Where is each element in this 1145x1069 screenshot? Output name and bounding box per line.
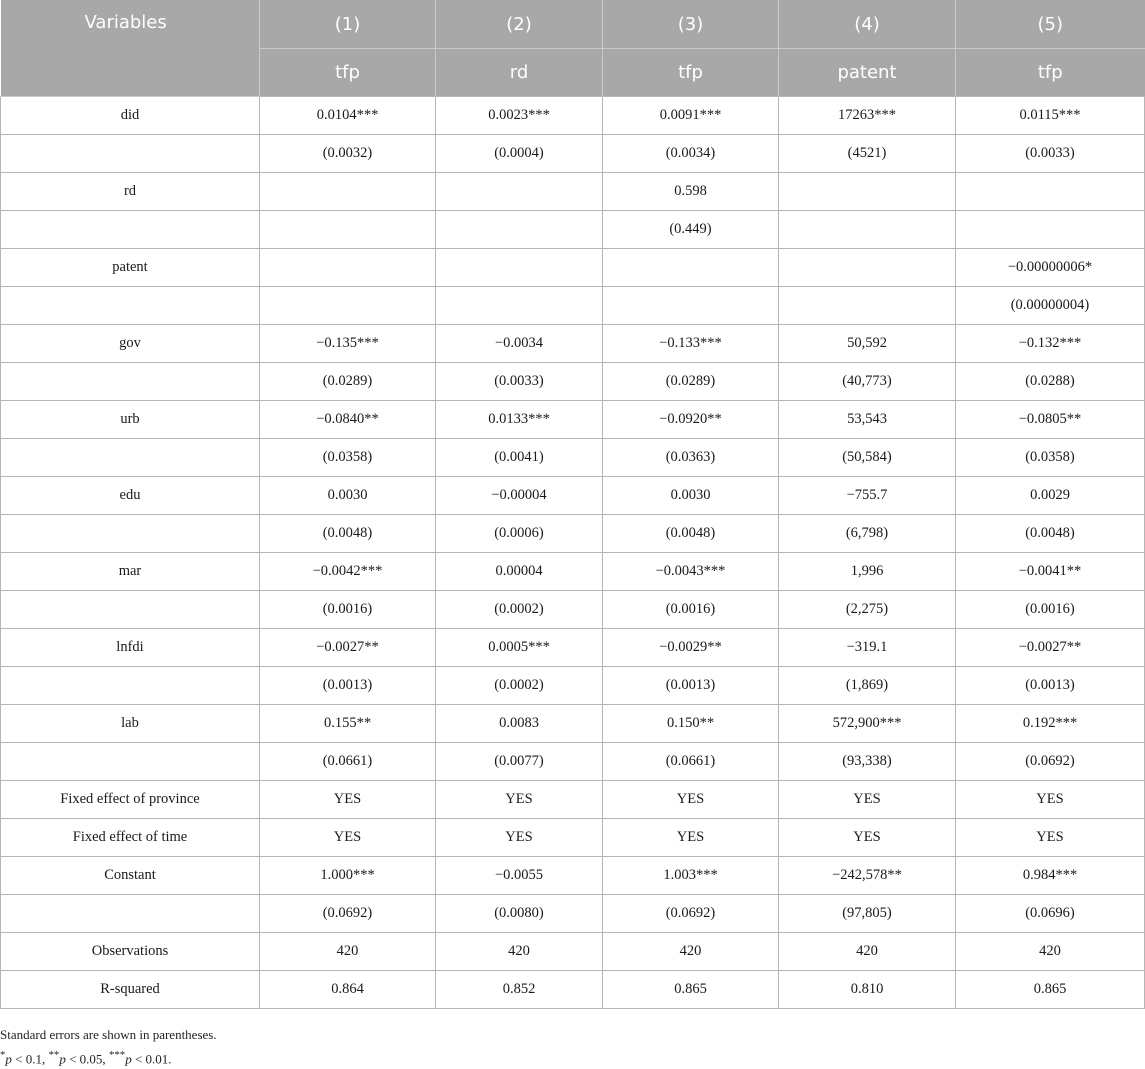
table-cell: 0.0023***	[436, 97, 603, 135]
table-cell: 50,592	[779, 325, 956, 363]
table-cell: (0.0077)	[436, 743, 603, 781]
table-cell: (0.0016)	[260, 591, 436, 629]
table-cell: 0.865	[956, 971, 1145, 1009]
table-cell: (0.0289)	[260, 363, 436, 401]
table-cell: 1.000***	[260, 857, 436, 895]
table-cell: (6,798)	[779, 515, 956, 553]
table-cell	[436, 249, 603, 287]
table-cell: (0.0013)	[956, 667, 1145, 705]
table-cell: 0.984***	[956, 857, 1145, 895]
header-col-dep: patent	[779, 49, 956, 97]
row-label: Fixed effect of province	[1, 781, 260, 819]
table-row	[1, 819, 1145, 857]
table-cell: 0.864	[260, 971, 436, 1009]
table-cell: (0.0006)	[436, 515, 603, 553]
table-cell: (0.0661)	[260, 743, 436, 781]
table-cell: −0.135***	[260, 325, 436, 363]
table-cell: YES	[956, 781, 1145, 819]
header-col-dep: tfp	[956, 49, 1145, 97]
row-label	[1, 135, 260, 173]
table-row	[1, 743, 1145, 781]
table-cell: −0.00000006*	[956, 249, 1145, 287]
table-cell	[956, 173, 1145, 211]
table-row	[1, 97, 1145, 135]
table-cell: 420	[260, 933, 436, 971]
row-label: gov	[1, 325, 260, 363]
table-cell: 0.150**	[603, 705, 779, 743]
row-label	[1, 363, 260, 401]
table-row	[1, 895, 1145, 933]
table-cell: (0.0033)	[436, 363, 603, 401]
table-cell: (0.0288)	[956, 363, 1145, 401]
table-cell: 420	[779, 933, 956, 971]
table-cell: (0.0004)	[436, 135, 603, 173]
header-col-dep: rd	[436, 49, 603, 97]
row-label	[1, 895, 260, 933]
table-cell: (0.0289)	[603, 363, 779, 401]
table-cell: −0.00004	[436, 477, 603, 515]
header-col-num: (2)	[436, 0, 603, 49]
table-row	[1, 363, 1145, 401]
row-label	[1, 515, 260, 553]
row-label: Fixed effect of time	[1, 819, 260, 857]
notes-standard-errors: Standard errors are shown in parentheses.	[0, 1027, 217, 1042]
table-cell: (0.0034)	[603, 135, 779, 173]
table-cell: (0.0013)	[603, 667, 779, 705]
table-row	[1, 249, 1145, 287]
table-row	[1, 325, 1145, 363]
table-cell	[603, 249, 779, 287]
table-cell: 420	[603, 933, 779, 971]
table-row	[1, 933, 1145, 971]
table-cell: −319.1	[779, 629, 956, 667]
table-cell: (0.0033)	[956, 135, 1145, 173]
table-cell: (1,869)	[779, 667, 956, 705]
table-cell: −0.0041**	[956, 553, 1145, 591]
table-body	[1, 97, 1145, 1009]
table-cell	[956, 211, 1145, 249]
table-row	[1, 591, 1145, 629]
table-cell: 0.192***	[956, 705, 1145, 743]
table-cell: (0.0048)	[260, 515, 436, 553]
table-cell: (0.0016)	[603, 591, 779, 629]
row-label	[1, 591, 260, 629]
table-header	[1, 0, 1145, 97]
row-label	[1, 743, 260, 781]
table-cell: −0.0034	[436, 325, 603, 363]
table-row	[1, 515, 1145, 553]
table-cell: 0.810	[779, 971, 956, 1009]
table-cell: (0.0358)	[956, 439, 1145, 477]
table-cell: (0.0002)	[436, 591, 603, 629]
row-label: Constant	[1, 857, 260, 895]
table-cell	[603, 287, 779, 325]
table-cell: 0.0030	[260, 477, 436, 515]
row-label	[1, 439, 260, 477]
table-cell: YES	[956, 819, 1145, 857]
table-cell: 420	[436, 933, 603, 971]
table-cell: −0.0920**	[603, 401, 779, 439]
header-row-numbers	[1, 0, 1145, 49]
row-label	[1, 211, 260, 249]
table-cell: −0.0043***	[603, 553, 779, 591]
row-label: patent	[1, 249, 260, 287]
table-cell: (0.0358)	[260, 439, 436, 477]
table-cell: (97,805)	[779, 895, 956, 933]
table-cell: 0.865	[603, 971, 779, 1009]
row-label	[1, 287, 260, 325]
table-cell	[260, 173, 436, 211]
table-cell: (0.0692)	[260, 895, 436, 933]
table-cell	[779, 249, 956, 287]
table-cell: (0.0696)	[956, 895, 1145, 933]
table-cell: YES	[779, 819, 956, 857]
table-cell: 0.598	[603, 173, 779, 211]
table-cell: −242,578**	[779, 857, 956, 895]
table-row	[1, 629, 1145, 667]
table-cell: 0.852	[436, 971, 603, 1009]
table-cell: (40,773)	[779, 363, 956, 401]
table-cell: −755.7	[779, 477, 956, 515]
row-label	[1, 667, 260, 705]
table-cell: (0.0032)	[260, 135, 436, 173]
table-cell: −0.132***	[956, 325, 1145, 363]
table-cell: YES	[260, 819, 436, 857]
row-label: R-squared	[1, 971, 260, 1009]
table-cell: (0.0048)	[603, 515, 779, 553]
table-cell: 0.0091***	[603, 97, 779, 135]
table-cell	[779, 173, 956, 211]
table-cell: (0.00000004)	[956, 287, 1145, 325]
table-cell: YES	[779, 781, 956, 819]
table-row	[1, 857, 1145, 895]
table-cell: (93,338)	[779, 743, 956, 781]
table-cell	[260, 211, 436, 249]
notes-significance: *p < 0.1, **p < 0.05, ***p < 0.01.	[0, 1049, 172, 1067]
table-cell	[436, 211, 603, 249]
table-cell: 0.00004	[436, 553, 603, 591]
table-cell	[779, 211, 956, 249]
header-col-num: (3)	[603, 0, 779, 49]
table-cell: −0.0027**	[260, 629, 436, 667]
table-cell: −0.0840**	[260, 401, 436, 439]
table-cell: 0.0083	[436, 705, 603, 743]
table-notes	[0, 1025, 217, 1069]
table-cell: 53,543	[779, 401, 956, 439]
row-label: did	[1, 97, 260, 135]
table-row	[1, 781, 1145, 819]
header-col-dep: tfp	[603, 49, 779, 97]
table-cell: YES	[436, 819, 603, 857]
header-col-dep: tfp	[260, 49, 436, 97]
table-row	[1, 173, 1145, 211]
table-row	[1, 971, 1145, 1009]
table-cell: −0.0042***	[260, 553, 436, 591]
table-cell: 0.155**	[260, 705, 436, 743]
table-row	[1, 211, 1145, 249]
table-row	[1, 477, 1145, 515]
table-cell: 1,996	[779, 553, 956, 591]
table-cell: 0.0005***	[436, 629, 603, 667]
header-col-num: (5)	[956, 0, 1145, 49]
header-variables: Variables	[1, 0, 260, 97]
table-cell: YES	[260, 781, 436, 819]
table-cell: (0.0661)	[603, 743, 779, 781]
table-cell: (0.449)	[603, 211, 779, 249]
table-cell: YES	[603, 781, 779, 819]
table-cell: 0.0030	[603, 477, 779, 515]
table-cell: (4521)	[779, 135, 956, 173]
table-cell: −0.0055	[436, 857, 603, 895]
table-cell: (0.0363)	[603, 439, 779, 477]
table-cell: (50,584)	[779, 439, 956, 477]
table-cell: (0.0016)	[956, 591, 1145, 629]
table-cell: (0.0041)	[436, 439, 603, 477]
table-row	[1, 135, 1145, 173]
table-cell	[436, 287, 603, 325]
table-cell: (0.0080)	[436, 895, 603, 933]
table-cell: (0.0013)	[260, 667, 436, 705]
row-label: rd	[1, 173, 260, 211]
table-cell: 0.0029	[956, 477, 1145, 515]
table-row	[1, 439, 1145, 477]
table-cell: (0.0002)	[436, 667, 603, 705]
table-cell	[779, 287, 956, 325]
table-row	[1, 705, 1145, 743]
table-cell: 17263***	[779, 97, 956, 135]
table-cell: −0.0029**	[603, 629, 779, 667]
table-row	[1, 401, 1145, 439]
table-cell: −0.0805**	[956, 401, 1145, 439]
table-cell: −0.0027**	[956, 629, 1145, 667]
row-label: edu	[1, 477, 260, 515]
table-cell: 0.0104***	[260, 97, 436, 135]
table-cell: 0.0133***	[436, 401, 603, 439]
table-cell: 420	[956, 933, 1145, 971]
table-cell: (0.0692)	[603, 895, 779, 933]
table-cell: 1.003***	[603, 857, 779, 895]
table-cell	[260, 249, 436, 287]
table-cell: (0.0048)	[956, 515, 1145, 553]
table-cell: (2,275)	[779, 591, 956, 629]
table-cell: −0.133***	[603, 325, 779, 363]
table-cell: YES	[436, 781, 603, 819]
header-col-num: (4)	[779, 0, 956, 49]
table-cell: 572,900***	[779, 705, 956, 743]
table-row	[1, 287, 1145, 325]
table-cell: 0.0115***	[956, 97, 1145, 135]
header-col-num: (1)	[260, 0, 436, 49]
row-label: urb	[1, 401, 260, 439]
row-label: Observations	[1, 933, 260, 971]
table-cell: (0.0692)	[956, 743, 1145, 781]
table-row	[1, 553, 1145, 591]
table-cell	[436, 173, 603, 211]
table-cell	[260, 287, 436, 325]
table-cell: YES	[603, 819, 779, 857]
row-label: lnfdi	[1, 629, 260, 667]
table-row	[1, 667, 1145, 705]
row-label: mar	[1, 553, 260, 591]
row-label: lab	[1, 705, 260, 743]
